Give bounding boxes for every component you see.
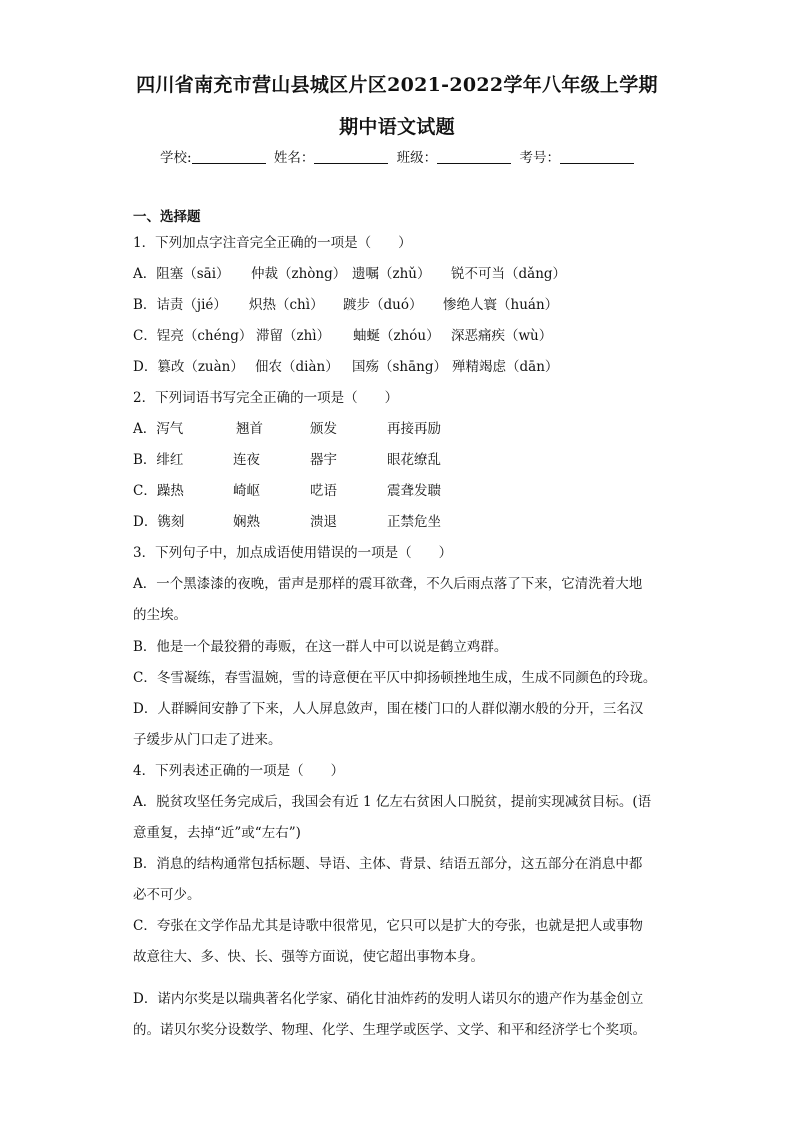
question-1-stem: 1．下列加点字注音完全正确的一项是（ ） [133, 235, 412, 251]
option-cell: 溃退 [310, 514, 337, 530]
option-cell: 殚精竭虑（dān） [452, 359, 559, 375]
section-heading: 一、选择题 [133, 209, 201, 225]
question-4-option-b-cont: 必不可少。 [133, 887, 201, 903]
exam-number-blank[interactable] [560, 149, 634, 164]
option-cell: 锐不可当（dǎng） [451, 266, 567, 282]
option-cell: C．躁热 [133, 483, 184, 499]
option-cell: 呓语 [310, 483, 337, 499]
option-cell: 仲裁（zhòng） [251, 266, 347, 282]
option-cell: 深恶痛疾（wù） [451, 328, 553, 344]
option-cell: 炽热（chì） [249, 297, 324, 313]
question-3-option-a-cont: 的尘埃。 [133, 607, 187, 623]
option-cell: 遗嘱（zhǔ） [352, 266, 431, 282]
student-info-row [0, 146, 794, 166]
option-cell: 眼花缭乱 [387, 452, 441, 468]
name-label: 姓名： [273, 150, 315, 166]
option-cell: 翘首 [236, 421, 263, 437]
option-cell: A．阻塞（sāi） [133, 266, 230, 282]
question-4-option-d[interactable]: D．诺内尔奖是以瑞典著名化学家、硝化甘油炸药的发明人诺贝尔的遗产作为基金创立 [133, 991, 644, 1007]
option-cell: 震聋发聩 [387, 483, 441, 499]
question-4-option-d-cont: 的。诺贝尔奖分设数学、物理、化学、生理学或医学、文学、和平和经济学七个奖项。 [133, 1022, 646, 1038]
option-cell: 正禁危坐 [387, 514, 441, 530]
school-blank[interactable] [192, 149, 266, 164]
option-cell: C．锃亮（chéng） [133, 328, 253, 344]
class-label: 班级： [396, 150, 438, 166]
class-blank[interactable] [437, 149, 511, 164]
option-cell: D．篡改（zuàn） [133, 359, 244, 375]
option-cell: 颁发 [310, 421, 337, 437]
exam-title-line1: 四川省南充市营山县城区片区2021-2022学年八年级上学期 [136, 74, 658, 96]
question-4-option-a-cont: 意重复，去掉“近”或“左右”) [133, 825, 301, 841]
option-cell: 蚰蜒（zhóu） [353, 328, 440, 344]
school-label: 学校: [160, 150, 192, 166]
option-cell: B．诘责（jié） [133, 297, 227, 313]
option-cell: A．泻气 [133, 421, 184, 437]
option-cell: 连夜 [233, 452, 260, 468]
exam-number-label: 考号： [519, 150, 560, 166]
question-3-stem: 3．下列句子中，加点成语使用错误的一项是（ ） [133, 545, 453, 561]
name-blank[interactable] [314, 149, 388, 164]
question-4-stem: 4．下列表述正确的一项是（ ） [133, 763, 345, 779]
question-3-option-d[interactable]: D．人群瞬间安静了下来，人人屏息敛声，围在楼门口的人群似潮水般的分开，三名汉 [133, 701, 644, 717]
question-4-option-a[interactable]: A．脱贫攻坚任务完成后，我国会有近 1 亿左右贫困人口脱贫，提前实现减贫目标。(语 [133, 794, 652, 810]
option-cell: 娴熟 [233, 514, 260, 530]
option-cell: 踱步（duó） [343, 297, 423, 313]
question-2-stem: 2．下列词语书写完全正确的一项是（ ） [133, 390, 399, 406]
option-cell: B．绯红 [133, 452, 184, 468]
option-cell: 再接再励 [387, 421, 441, 437]
question-3-option-b[interactable]: B．他是一个最狡猾的毒贩，在这一群人中可以说是鹤立鸡群。 [133, 639, 508, 655]
option-cell: 惨绝人寰（huán） [443, 297, 559, 313]
question-4-option-b[interactable]: B．消息的结构通常包括标题、导语、主体、背景、结语五部分，这五部分在消息中都 [133, 856, 643, 872]
option-cell: 滞留（zhì） [256, 328, 331, 344]
question-4-option-c-cont: 故意往大、多、快、长、强等方面说，使它超出事物本身。 [133, 949, 484, 965]
option-cell: 国殇（shāng） [352, 359, 448, 375]
question-3-option-a[interactable]: A．一个黑漆漆的夜晚，雷声是那样的震耳欲聋，不久后雨点落了下来，它清洗着大地 [133, 576, 643, 592]
option-cell: D．镌刻 [133, 514, 185, 530]
exam-title-line2: 期中语文试题 [339, 116, 455, 138]
option-cell: 器宇 [310, 452, 337, 468]
question-4-option-c[interactable]: C．夸张在文学作品尤其是诗歌中很常见，它只可以是扩大的夸张，也就是把人或事物 [133, 918, 643, 934]
option-cell: 佃农（diàn） [255, 359, 339, 375]
question-3-option-c[interactable]: C．冬雪凝练，春雪温婉，雪的诗意便在平仄中抑扬顿挫地生成，生成不同颜色的玲珑。 [133, 670, 657, 686]
option-cell: 崎岖 [233, 483, 260, 499]
question-3-option-d-cont: 子缓步从门口走了进来。 [133, 732, 282, 748]
